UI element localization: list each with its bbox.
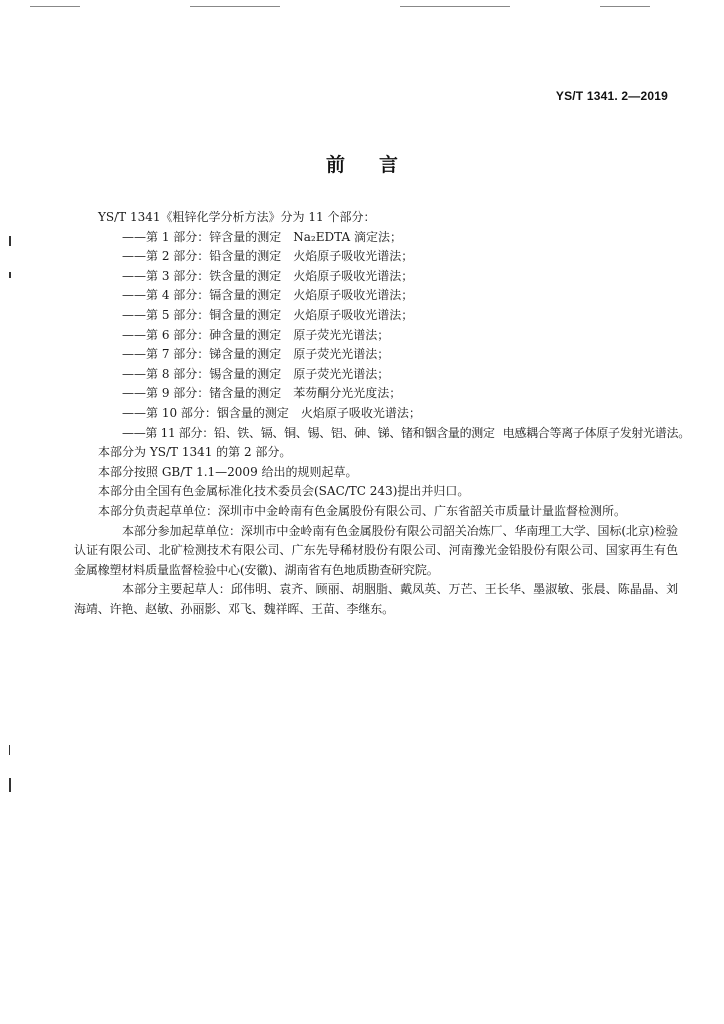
part-label: ——第 10 部分：铟含量的测定	[122, 405, 289, 420]
page-title: 前言	[325, 154, 432, 176]
part-method: 原子荧光光谱法；	[293, 366, 390, 381]
part-item	[98, 286, 678, 306]
top-rule-left	[30, 6, 80, 7]
part-label: ——第 4 部分：镉含量的测定	[122, 288, 282, 303]
part-item	[98, 424, 690, 444]
part-item	[98, 228, 678, 248]
part-label: ——第 9 部分：锗含量的测定	[122, 386, 282, 401]
part-method: Na₂EDTA 滴定法；	[293, 229, 402, 244]
part-item	[98, 404, 678, 424]
foreword-body	[74, 208, 690, 619]
part-method: 电感耦合等离子体原子发射光谱法。	[502, 425, 690, 440]
part-item	[98, 384, 678, 404]
part-method: 火焰原子吸收光谱法；	[293, 288, 414, 303]
part-item	[98, 267, 678, 287]
part-label: ——第 11 部分：铅、铁、镉、铜、锡、铝、砷、锑、锗和铟含量的测定	[122, 425, 495, 440]
part-item	[98, 365, 678, 385]
part-label: ——第 3 部分：铁含量的测定	[122, 268, 282, 283]
intro-line: YS/T 1341《粗锌化学分析方法》分为 11 个部分：	[98, 210, 376, 224]
part-label: ——第 6 部分：砷含量的测定	[122, 327, 282, 342]
part-label: ——第 1 部分：锌含量的测定	[122, 229, 282, 244]
margin-mark-4	[9, 778, 11, 792]
drafting-rules-statement: 本部分按照 GB/T 1.1—2009 给出的规则起草。	[98, 464, 358, 479]
top-rule-center	[400, 6, 510, 7]
part-method: 火焰原子吸收光谱法；	[293, 307, 414, 322]
margin-mark-2	[9, 272, 11, 278]
proposed-by-statement: 本部分由全国有色金属标准化技术委员会(SAC/TC 243)提出并归口。	[98, 484, 470, 499]
top-rule-right	[600, 6, 650, 7]
part-label: ——第 5 部分：铜含量的测定	[122, 307, 282, 322]
standard-code: YS/T 1341. 2—2019	[555, 89, 668, 103]
participating-units-statement: 本部分参加起草单位：深圳市中金岭南有色金属股份有限公司韶关冶炼厂、华南理工大学、国标(北京)检验认证有限公司、北矿检测技术有限公司、广东先导稀材股份有限公司、河南豫光金铅股份有限公司、国家再生有色金属橡塑材料质量监督检验中心(安徽)、湖南省有色地质勘查研究院。	[74, 523, 678, 577]
part-item	[98, 345, 678, 365]
main-drafters-statement: 本部分主要起草人：邱伟明、袁齐、顾丽、胡胭脂、戴凤英、万芒、王长华、墨淑敏、张晨、陈晶晶、刘海靖、许艳、赵敏、孙丽影、邓飞、魏祥晖、王苗、李继东。	[74, 582, 678, 616]
this-part-statement: 本部分为 YS/T 1341 的第 2 部分。	[98, 445, 292, 460]
part-item	[98, 247, 678, 267]
part-label: ——第 8 部分：锡含量的测定	[122, 366, 282, 381]
part-method: 原子荧光光谱法；	[293, 327, 390, 342]
part-label: ——第 2 部分：铅含量的测定	[122, 249, 282, 264]
margin-mark-3	[9, 745, 10, 755]
part-method: 火焰原子吸收光谱法；	[300, 405, 421, 420]
part-method: 苯芴酮分光光度法；	[293, 386, 402, 401]
part-item	[98, 326, 678, 346]
part-method: 火焰原子吸收光谱法；	[293, 268, 414, 283]
part-method: 原子荧光光谱法；	[293, 347, 390, 362]
part-item	[98, 306, 678, 326]
top-rule-center-left	[190, 6, 280, 7]
part-method: 火焰原子吸收光谱法；	[293, 249, 414, 264]
margin-mark-1	[9, 236, 11, 246]
responsible-units-statement: 本部分负责起草单位：深圳市中金岭南有色金属股份有限公司、广东省韶关市质量计量监督检测所。	[98, 503, 627, 518]
part-label: ——第 7 部分：锑含量的测定	[122, 347, 282, 362]
